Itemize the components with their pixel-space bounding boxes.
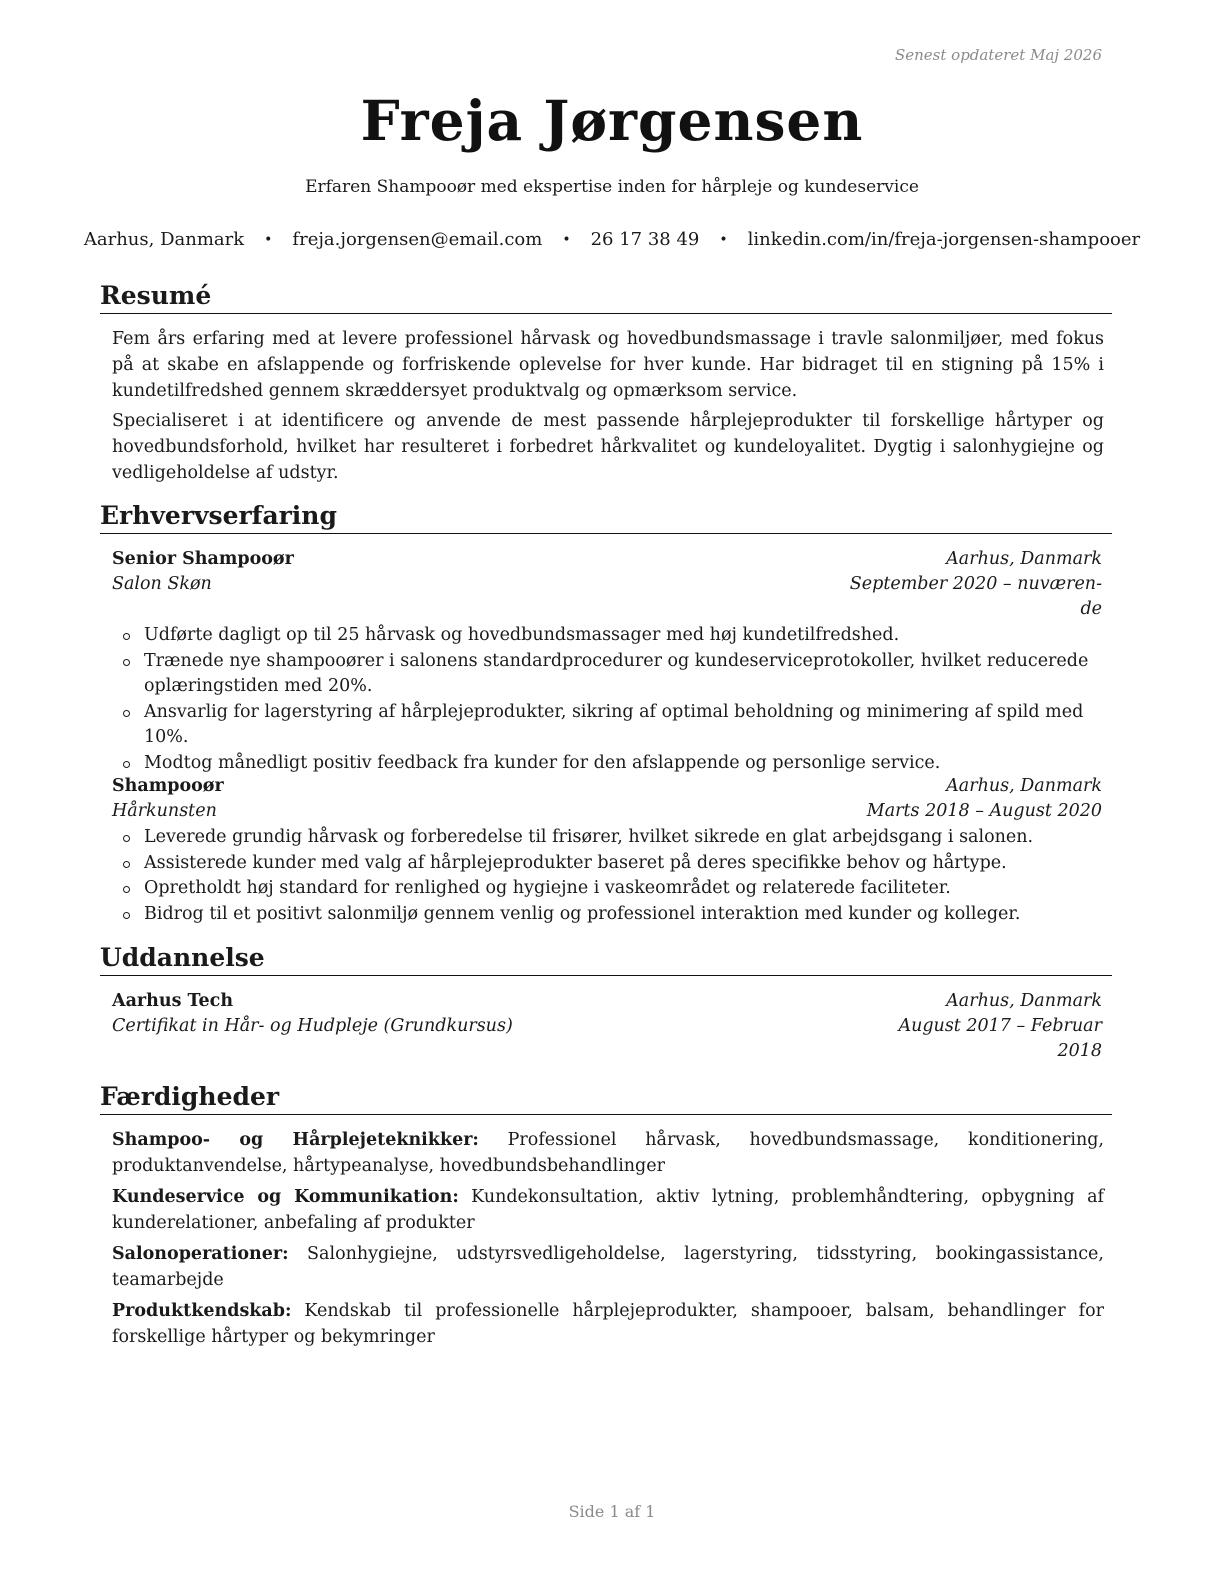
job-location: Aarhus, Danmark	[946, 776, 1102, 796]
job-1-subheader	[112, 572, 1102, 622]
skill-text: Kendskab til professionelle hårplejeprodukter, shampooer, balsam, behandlinger for forskellige hårtyper og bekymringer	[112, 1301, 1104, 1347]
skill-item	[112, 1298, 1104, 1350]
section-title-experience: Erhvervserfaring	[100, 500, 1112, 534]
education-subheader	[112, 1014, 1102, 1064]
education-dates	[898, 1014, 1102, 1064]
circle-bullet-icon	[123, 761, 130, 768]
contact-phone: 26 17 38 49	[590, 229, 700, 250]
list-item: Udførte dagligt op til 25 hårvask og hovedbundsmassager med høj kundetilfredshed.	[112, 623, 1106, 649]
circle-bullet-icon	[123, 912, 130, 919]
candidate-name: Freja Jørgensen	[360, 88, 864, 153]
skill-text: Salonhygiejne, udstyrsvedligeholdelse, lagerstyring, tidsstyring, bookingassistance, teamarbejde	[112, 1244, 1104, 1290]
section-title-summary: Resumé	[100, 280, 1112, 314]
job-2-subheader	[112, 799, 1102, 824]
summary-paragraph-1: Fem års erfaring med at levere professionel hårvask og hovedbundsmassage i travle salonmiljøer, med fokus på at skabe en afslappende og forfriskende oplevelse for hver kunde. Har bidraget til en stigning på 15% i kundetilfredshed gennem skræddersyet produktvalg og opmærksom service.	[112, 329, 1104, 401]
job-location: Aarhus, Danmark	[946, 549, 1102, 569]
education-dates-line-2: 2018	[1057, 1041, 1102, 1061]
skill-text: Professionel hårvask, hovedbundsmassage, konditionering, produktanvendelse, hårtypeanalyse, hovedbundsbehandlinger	[112, 1130, 1104, 1176]
section-title-skills: Færdigheder	[100, 1081, 1112, 1115]
job-title: Shampooør	[112, 776, 224, 796]
contact-location: Aarhus, Danmark	[83, 229, 245, 250]
job-dates: Marts 2018 – August 2020	[866, 801, 1102, 821]
list-item: Leverede grundig hårvask og forberedelse til frisører, hvilket sikrede en glat arbejdsgang i salonen.	[112, 825, 1106, 851]
section-title-education: Uddannelse	[100, 942, 1112, 976]
degree: Certifikat in Hår- og Hudpleje (Grundkursus)	[112, 1016, 513, 1036]
skill-text: Kundekonsultation, aktiv lytning, problemhåndtering, opbygning af kunderelationer, anbefaling af produkter	[112, 1187, 1104, 1233]
circle-bullet-icon	[123, 710, 130, 717]
skill-item	[112, 1184, 1104, 1236]
list-item: Ansvarlig for lagerstyring af hårplejeprodukter, sikring af optimal beholdning og minimering af spild med 10%.	[112, 700, 1106, 751]
bullet-separator: •	[562, 231, 571, 248]
skill-label: Salonoperationer:	[112, 1244, 289, 1264]
skill-label: Shampoo- og Hårplejeteknikker:	[112, 1130, 479, 1150]
school-location: Aarhus, Danmark	[946, 991, 1102, 1011]
page-number: Side 1 af 1	[568, 1502, 656, 1521]
education-dates-line-1: August 2017 – Februar	[898, 1016, 1102, 1036]
job-title: Senior Shampooør	[112, 549, 294, 569]
circle-bullet-icon	[123, 659, 130, 666]
job-1-header	[112, 547, 1102, 572]
job-dates	[850, 572, 1102, 622]
last-updated: Senest opdateret Maj 2026	[894, 46, 1102, 64]
tagline: Erfaren Shampooør med ekspertise inden for hårpleje og kundeservice	[305, 177, 919, 197]
circle-bullet-icon	[123, 886, 130, 893]
skill-label: Kundeservice og Kommunikation:	[112, 1187, 459, 1207]
circle-bullet-icon	[123, 633, 130, 640]
summary-paragraph-2: Specialiseret i at identificere og anvende de mest passende hårplejeprodukter til forskellige hårtyper og hovedbundsforhold, hvilket har resulteret i forbedret hårkvalitet og kundeloyalitet. Dygtig i salonhygiejne og vedligeholdelse af udstyr.	[112, 411, 1104, 483]
bullet-separator: •	[264, 231, 273, 248]
list-item: Modtog månedligt positiv feedback fra kunder for den afslappende og personlige service.	[112, 751, 1106, 777]
skill-item	[112, 1241, 1104, 1293]
list-item: Assisterede kunder med valg af hårplejeprodukter baseret på deres specifikke behov og hårtype.	[112, 851, 1106, 877]
contact-email[interactable]: freja.jorgensen@email.com	[292, 229, 543, 250]
list-item: Opretholdt høj standard for renlighed og hygiejne i vaskeområdet og relaterede faciliteter.	[112, 876, 1106, 902]
job-employer: Hårkunsten	[112, 801, 217, 821]
bullet-separator: •	[719, 231, 728, 248]
skill-item	[112, 1127, 1104, 1179]
contact-linkedin[interactable]: linkedin.com/in/freja-jorgensen-shampooer	[747, 229, 1141, 250]
job-2-bullets	[112, 825, 1106, 927]
contact-line	[83, 229, 1141, 250]
skill-label: Produktkendskab:	[112, 1301, 292, 1321]
job-dates-line-2: de	[1080, 599, 1102, 619]
circle-bullet-icon	[123, 835, 130, 842]
school-name: Aarhus Tech	[112, 991, 234, 1011]
list-item: Trænede nye shampooører i salonens standardprocedurer og kundeserviceprotokoller, hvilket reducerede oplæringstiden med 20%.	[112, 649, 1106, 700]
list-item: Bidrog til et positivt salonmiljø gennem venlig og professionel interaktion med kunder og kolleger.	[112, 902, 1106, 928]
job-2-header	[112, 774, 1102, 799]
job-1-bullets	[112, 623, 1106, 776]
job-dates-line-1: September 2020 – nuværen-	[849, 574, 1102, 594]
job-employer: Salon Skøn	[112, 574, 212, 594]
education-header	[112, 989, 1102, 1014]
circle-bullet-icon	[123, 861, 130, 868]
